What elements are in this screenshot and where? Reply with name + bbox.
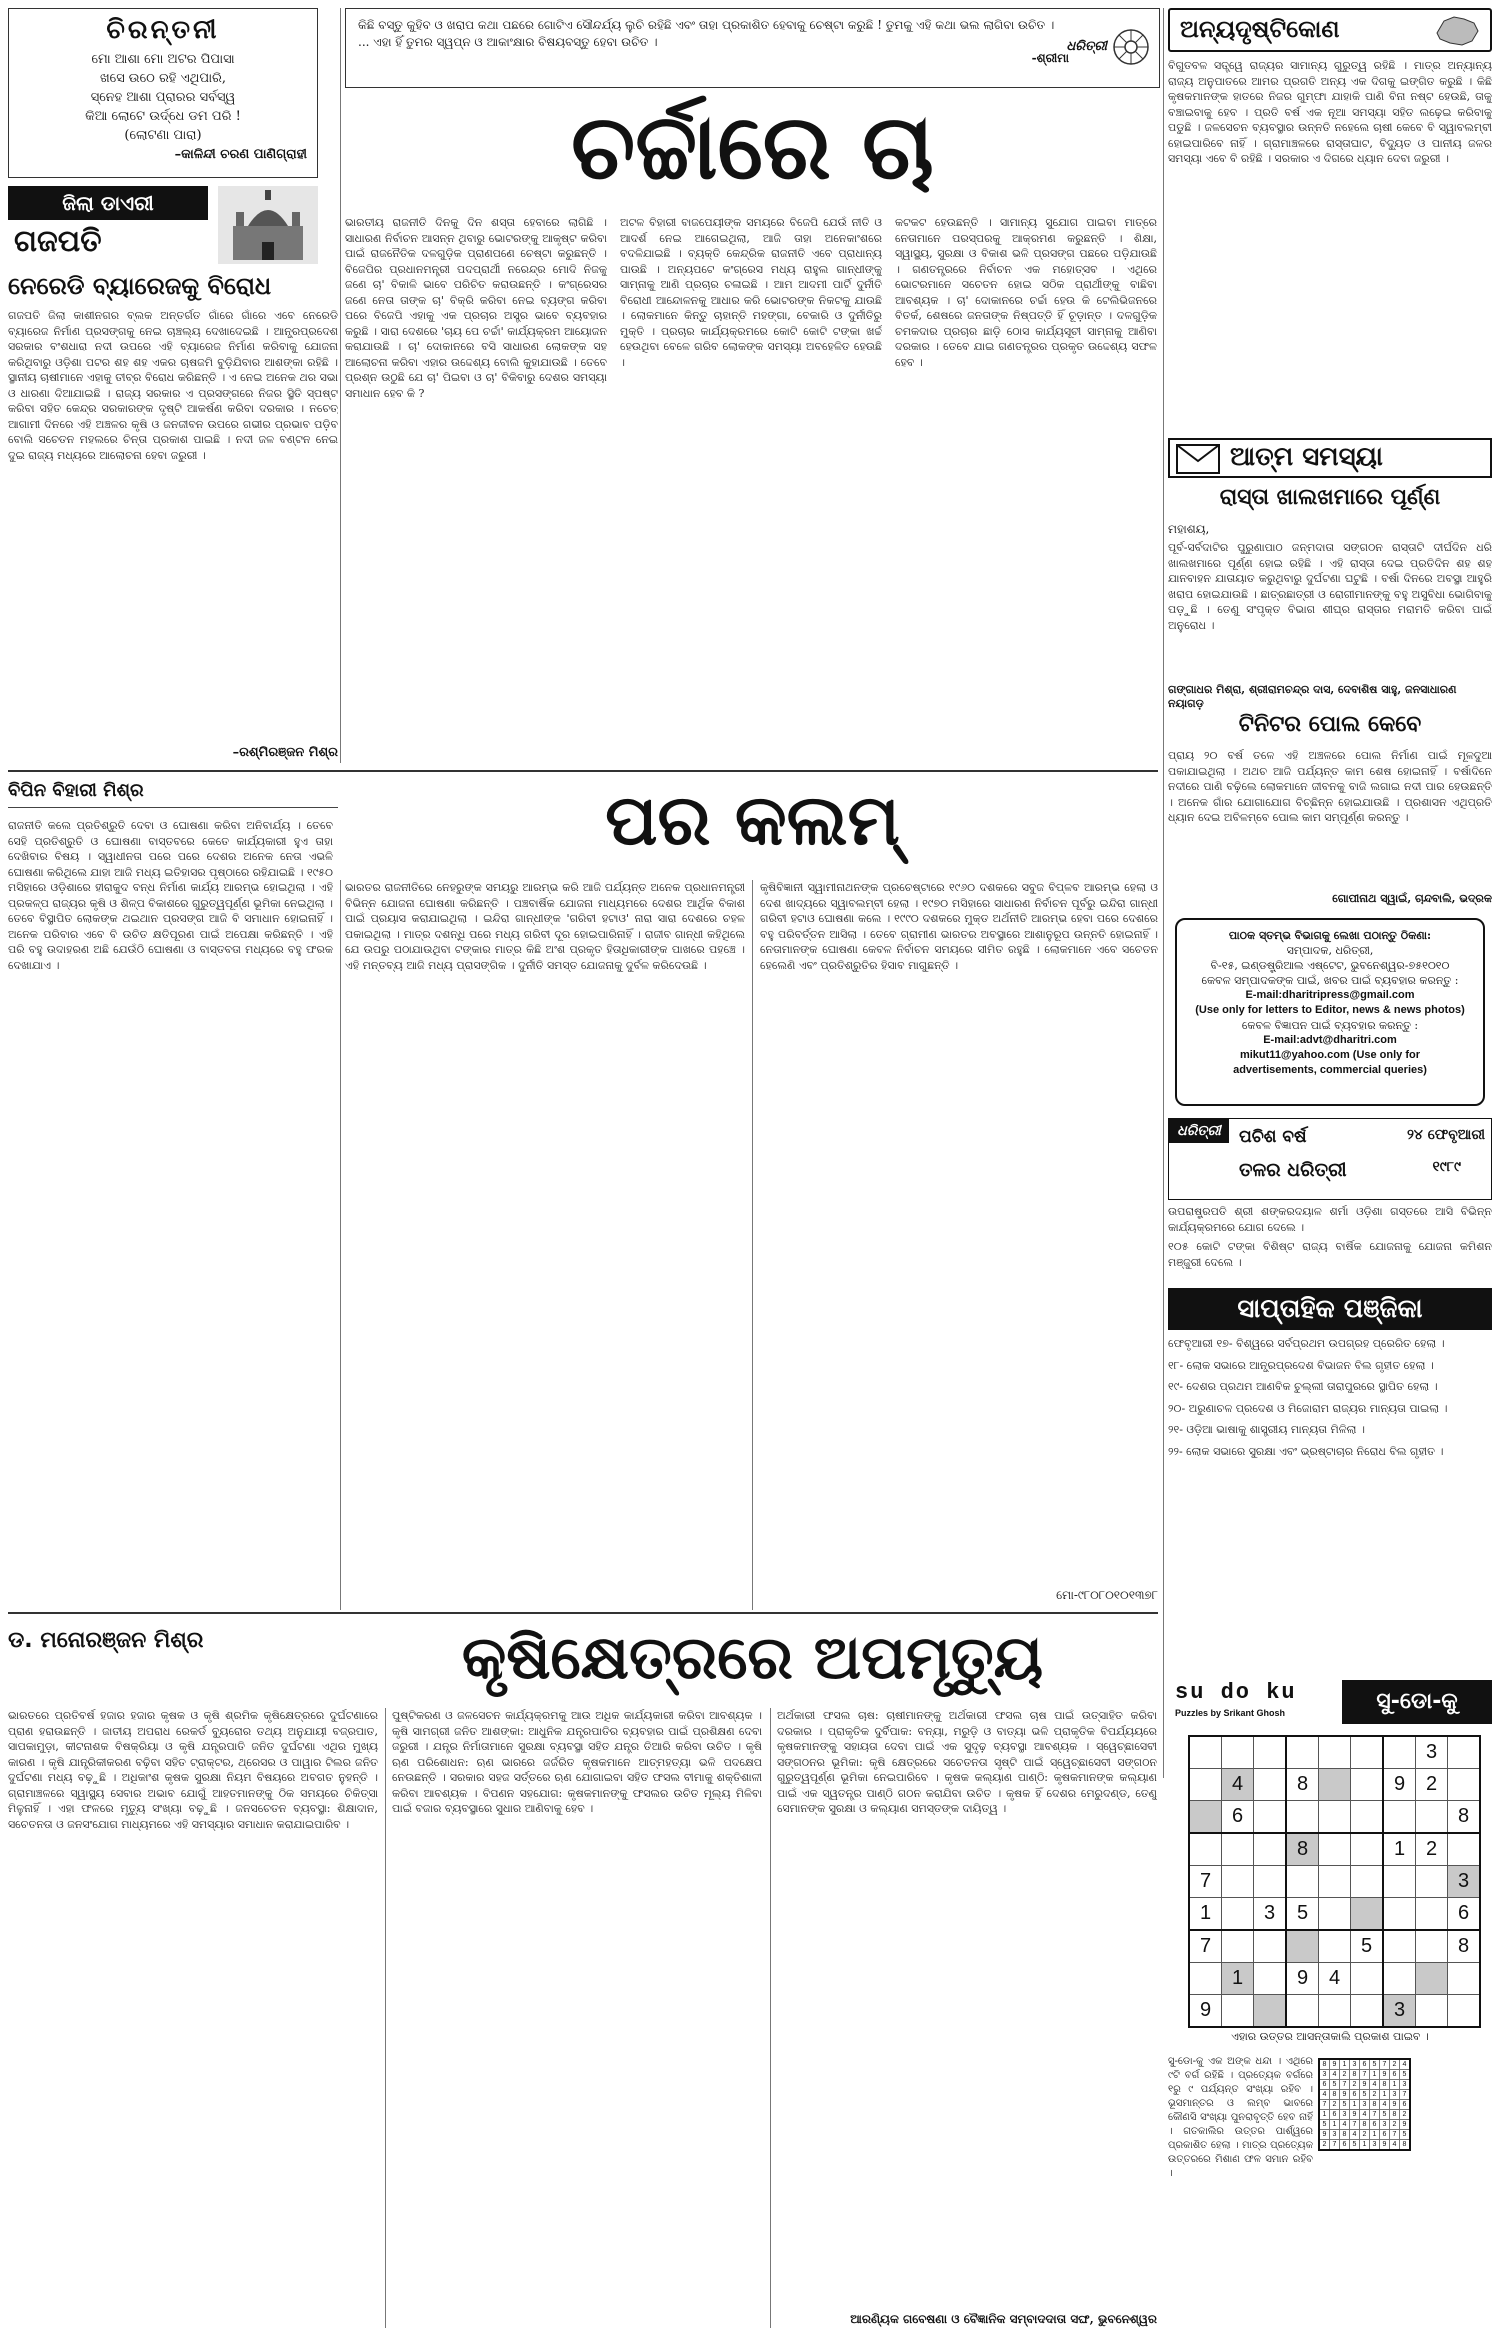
sudoku-cell[interactable]	[1448, 1963, 1481, 1995]
sudoku-cell[interactable]	[1319, 1801, 1351, 1834]
solution-cell: 2	[1390, 2120, 1400, 2130]
saptahik-items	[1168, 1336, 1492, 1666]
sun-emblem-icon	[1111, 27, 1151, 67]
para-kalam-headline: ପର କଲମ୍	[605, 779, 900, 861]
solution-cell: 1	[1380, 2090, 1390, 2100]
contact-email1-note: (Use only for letters to Editor, news & news photos)	[1195, 1004, 1465, 1016]
sudoku-cell[interactable]	[1351, 1801, 1384, 1834]
jilla-diary-label: ଜିଲା ଡାଏରୀ	[8, 186, 208, 220]
contact-email2[interactable]: E-mail:advt@dharitri.com	[1263, 1034, 1397, 1046]
sudoku-cell[interactable]	[1383, 1866, 1416, 1898]
solution-cell: 4	[1380, 2100, 1390, 2110]
solution-cell: 5	[1340, 2100, 1350, 2110]
anyadrushti-header	[1168, 8, 1492, 52]
solution-cell: 1	[1360, 2140, 1370, 2151]
solution-cell: 1	[1340, 2059, 1350, 2070]
sudoku-cell[interactable]	[1222, 1930, 1254, 1963]
solution-cell: 8	[1400, 2140, 1411, 2151]
sudoku-cell[interactable]: 2	[1416, 1833, 1448, 1866]
sudoku-cell[interactable]	[1319, 1898, 1351, 1931]
sudoku-cell[interactable]	[1254, 1866, 1287, 1898]
solution-cell: 9	[1319, 2130, 1330, 2140]
sudoku-header	[1175, 1680, 1492, 1728]
sudoku-cell[interactable]	[1254, 1963, 1287, 1995]
saptahik-item: ଫେବୃଆରୀ ୧୭- ବିଶ୍ୱରେ ସର୍ବପ୍ରଥମ ଉପଗ୍ରହ ପ୍ରେରିତ ହେଲା ।	[1168, 1337, 1445, 1350]
solution-cell: 2	[1350, 2080, 1360, 2090]
atma-samasya-title: ଆତ୍ମ ସମସ୍ୟା	[1230, 442, 1383, 472]
solution-cell: 5	[1400, 2130, 1411, 2140]
contact-box	[1175, 918, 1485, 1106]
sudoku-cell[interactable]	[1254, 1930, 1287, 1963]
solution-cell: 2	[1340, 2070, 1350, 2080]
sudoku-cell[interactable]: 2	[1416, 1769, 1448, 1801]
sudoku-cell[interactable]: 9	[1286, 1963, 1319, 1995]
atma-samasya-header	[1168, 438, 1492, 478]
quote-box	[345, 8, 1160, 88]
contact-line1: ପାଠକ ସ୍ତମ୍ଭ ବିଭାଗକୁ ଲେଖା ପଠାନ୍ତୁ ଠିକଣା:	[1228, 929, 1432, 942]
quote-text: କିଛି ବସ୍ତୁ କୁହିବ ଓ ଖରାପ କଥା ପଛରେ ଗୋଟିଏ ସୌନ୍ଦର୍ଯ୍ୟ ଲୁଚି ରହିଛି ଏବଂ ତାହା ପ୍ରକାଶିତ ହେବାକୁ ଚେଷ୍ଟା କରୁଛି ! ତୁମକୁ ଏହି କଥା ଭଲ ଲାଗିବା ଉଚିତ । ... ଏହା ହିଁ ତୁମର ସ୍ୱପ୍ନ ଓ ଆକାଂକ୍ଷାର ବିଷୟବସ୍ତୁ ହେବା ଉଚିତ ।	[358, 18, 1055, 49]
solution-cell: 8	[1350, 2070, 1360, 2080]
solution-cell: 3	[1380, 2120, 1390, 2130]
solution-cell: 9	[1330, 2059, 1340, 2070]
solution-cell: 7	[1330, 2140, 1340, 2151]
contact-email2-b[interactable]: mikut11@yahoo.com (Use only for	[1239, 1049, 1421, 1061]
poem-line: (ଲୋଟଣା ପାରା)	[124, 128, 202, 143]
envelope-icon	[1176, 444, 1220, 474]
sudoku-cell[interactable]	[1448, 1736, 1481, 1769]
solution-cell: 4	[1350, 2130, 1360, 2140]
sudoku-cell[interactable]: 6	[1448, 1898, 1481, 1931]
sudoku-cell[interactable]	[1254, 1801, 1287, 1834]
archive-item: ୧୦୫ କୋଟି ଟଙ୍କା ବିଶିଷ୍ଟ ରାଜ୍ୟ ବାର୍ଷିକ ଯୋଜନାକୁ ଯୋଜନା କମିଶନ ମଞ୍ଜୁରୀ ଦେଲେ ।	[1168, 1240, 1492, 1269]
sudoku-cell[interactable]: 3	[1448, 1866, 1481, 1898]
sudoku-cell[interactable]	[1286, 1801, 1319, 1834]
sudoku-cell[interactable]	[1222, 1866, 1254, 1898]
contact-line5: କେବଳ ବିଜ୍ଞାପନ ପାଇଁ ବ୍ୟବହାର କରନ୍ତୁ :	[1241, 1019, 1419, 1032]
solution-cell: 7	[1380, 2059, 1390, 2070]
sudoku-cell[interactable]: 4	[1319, 1963, 1351, 1995]
sudoku-cell[interactable]	[1351, 1769, 1384, 1801]
anyadrushti-title: ଅନ୍ୟଦୃଷ୍ଟିକୋଣ	[1180, 15, 1340, 43]
solution-cell: 3	[1340, 2110, 1350, 2120]
solution-cell: 8	[1319, 2059, 1330, 2070]
sudoku-title-or: ସୁ-ଡୋ-କୁ	[1342, 1680, 1492, 1724]
solution-cell: 8	[1380, 2080, 1390, 2090]
sudoku-cell[interactable]	[1319, 1736, 1351, 1769]
saptahik-item: ୧୯- ଦେଶର ପ୍ରଥମ ଆଣବିକ ଚୁଲ୍ଲୀ ତାରାପୁରରେ ସ୍ଥାପିତ ହେଲା ।	[1168, 1380, 1438, 1393]
solution-cell: 4	[1400, 2059, 1411, 2070]
sudoku-cell[interactable]	[1319, 1769, 1351, 1801]
solution-cell: 5	[1370, 2059, 1380, 2070]
sudoku-cell[interactable]	[1383, 1736, 1416, 1769]
solution-cell: 8	[1340, 2130, 1350, 2140]
contact-line3: ବି-୧୫, ଇଣ୍ଡଷ୍ଟ୍ରିଆଲ ଏଷ୍ଟେଟ, ଭୁବନେଶ୍ୱର-୭୫୧୦୧୦	[1210, 959, 1450, 972]
sudoku-cell[interactable]	[1383, 1898, 1416, 1931]
archive-items	[1168, 1204, 1492, 1284]
chirantani-title: ଚିରନ୍ତନୀ	[106, 15, 220, 45]
charcha-col2: ଅଟଳ ବିହାରୀ ବାଜପେୟୀଙ୍କ ସମୟରେ ବିଜେପି ଯେଉଁ ନୀତି ଓ ଆଦର୍ଶ ନେଇ ଆଗେଇଥିଲା, ଆଜି ତାହା ଅନେକାଂଶରେ ବଦଳିଯାଇଛି । ବ୍ୟକ୍ତି କେନ୍ଦ୍ରିକ ରାଜନୀତି ଏବେ ପ୍ରାଧାନ୍ୟ ପାଉଛି । ଅନ୍ୟପଟେ କଂଗ୍ରେସ ମଧ୍ୟ ରାହୁଲ ଗାନ୍ଧୀଙ୍କୁ ସାମ୍ନାକୁ ଆଣି ପ୍ରଚାର ଚଳାଇଛି । ଆମ ଆଦମୀ ପାର୍ଟି ଦୁର୍ନୀତି ବିରୋଧୀ ଆନ୍ଦୋଳନକୁ ଆଧାର କରି ଭୋଟରଙ୍କ ନିକଟକୁ ଯାଉଛି । ଲୋକମାନେ କିନ୍ତୁ ଚାହାନ୍ତି ମହଙ୍ଗା, ବେକାରି ଓ ଦୁର୍ନୀତିରୁ ମୁକ୍ତି । ପ୍ରଚାର କାର୍ଯ୍ୟକ୍ରମରେ କୋଟି କୋଟି ଟଙ୍କା ଖର୍ଚ୍ଚ ହେଉଥିବା ବେଳେ ଗରିବ ଲୋକଙ୍କ ସମସ୍ୟା ଅବହେଳିତ ହେଉଛି ।	[620, 216, 882, 369]
letter1-signatories: ଗଙ୍ଗାଧର ମିଶ୍ରା, ଶ୍ରୀରାମଚନ୍ଦ୍ର ଦାସ, ଦେବାଶିଷ ସାହୁ, ଜନସାଧାରଣ ନୟାଗଡ଼	[1168, 683, 1457, 710]
saptahik-item: ୨୦- ଅରୁଣାଚଳ ପ୍ରଦେଶ ଓ ମିଜୋରାମ ରାଜ୍ୟର ମାନ୍ୟତା ପାଇଲା ।	[1168, 1401, 1448, 1415]
solution-cell: 3	[1390, 2090, 1400, 2100]
sudoku-cell[interactable]	[1254, 1833, 1287, 1866]
sudoku-cell[interactable]	[1351, 1736, 1384, 1769]
solution-cell: 2	[1319, 2140, 1330, 2151]
chirantani-poem	[19, 50, 307, 145]
solution-cell: 8	[1390, 2110, 1400, 2120]
solution-cell: 7	[1350, 2120, 1360, 2130]
archive-tag: ତଳର ଧରିତ୍ରୀ	[1239, 1159, 1347, 1181]
sudoku-cell[interactable]: 8	[1286, 1833, 1319, 1866]
contact-email2-note: advertisements, commercial queries)	[1233, 1064, 1427, 1076]
sudoku-cell[interactable]	[1319, 1930, 1351, 1963]
neredi-author: –ରଶ୍ମିରଞ୍ଜନ ମିଶ୍ର	[232, 745, 338, 760]
sudoku-cell[interactable]	[1416, 1995, 1448, 2028]
charcha-headline: ଚର୍ଚ୍ଚାରେ ଚା	[571, 95, 934, 200]
contact-line2: ସମ୍ପାଦକ, ଧରିତ୍ରୀ,	[1286, 944, 1374, 957]
solution-cell: 3	[1319, 2070, 1330, 2080]
sudoku-cell[interactable]	[1286, 1930, 1319, 1963]
poem-line: ସ୍ନେହ ଆଶା ପ୍ରାରର ସର୍ବସ୍ୱ	[90, 90, 236, 105]
sudoku-cell[interactable]	[1222, 1736, 1254, 1769]
archive-item: ଉପରାଷ୍ଟ୍ରପତି ଶ୍ରୀ ଶଙ୍କରଦୟାଳ ଶର୍ମା ଓଡ଼ିଶା ଗସ୍ତରେ ଆସି ବିଭିନ୍ନ କାର୍ଯ୍ୟକ୍ରମରେ ଯୋଗ ଦେଲେ ।	[1168, 1205, 1492, 1234]
sudoku-cell[interactable]: 5	[1351, 1930, 1384, 1963]
quote-brand: ଧରିତ୍ରୀ	[1066, 39, 1107, 54]
solution-cell: 3	[1330, 2130, 1340, 2140]
solution-cell: 2	[1390, 2059, 1400, 2070]
sudoku-cell[interactable]	[1416, 1801, 1448, 1834]
solution-cell: 6	[1350, 2090, 1360, 2100]
letter1-headline: ରାସ୍ତା ଖାଲଖମାରେ ପୂର୍ଣ୍ଣ	[1219, 485, 1441, 510]
solution-cell: 6	[1330, 2110, 1340, 2120]
archive-years: ପଚିଶ ବର୍ଷ	[1239, 1127, 1307, 1147]
para-kalam-footer: ମୋ-୯୮୦୮୦୧୦୧୩୭୮	[1056, 1588, 1158, 1602]
solution-cell: 2	[1330, 2100, 1340, 2110]
sudoku-cell[interactable]	[1351, 1995, 1384, 2028]
sudoku-solution-wrap	[1318, 2058, 1411, 2151]
letter2-headline: ଟିନିଟର ପୋଲ କେବେ	[1238, 712, 1422, 737]
solution-cell: 1	[1319, 2110, 1330, 2120]
solution-cell: 9	[1380, 2140, 1390, 2151]
sudoku-cell[interactable]	[1189, 1833, 1222, 1866]
solution-cell: 4	[1340, 2120, 1350, 2130]
para-kalam-col2: ଭାରତର ରାଜନୀତିରେ ନେହରୁଙ୍କ ସମୟରୁ ଆରମ୍ଭ କରି ଆଜି ପର୍ଯ୍ୟନ୍ତ ଅନେକ ପ୍ରଧାନମନ୍ତ୍ରୀ ବିଭିନ୍ନ ଯୋଜନା ଘୋଷଣା କରିଛନ୍ତି । ପଞ୍ଚବାର୍ଷିକ ଯୋଜନା ମାଧ୍ୟମରେ ଦେଶର ଆର୍ଥିକ ବିକାଶ ପାଇଁ ପ୍ରୟାସ କରାଯାଇଥିଲା । ଇନ୍ଦିରା ଗାନ୍ଧୀଙ୍କ 'ଗରିବୀ ହଟାଓ' ନାରା ସାରା ଦେଶରେ ଚହଳ ପକାଇଥିଲା । ମାତ୍ର ଦଶନ୍ଧି ପରେ ମଧ୍ୟ ଗରିବୀ ଦୂର ହୋଇପାରିନାହିଁ । ରାଜୀବ ଗାନ୍ଧୀ କହିଥିଲେ ଯେ ଉପରୁ ପଠାଯାଉଥିବା ଟଙ୍କାର ମାତ୍ର କିଛି ଅଂଶ ପ୍ରକୃତ ହିତାଧିକାରୀଙ୍କ ପାଖରେ ପହଞ୍ଚେ । ଏହି ମନ୍ତବ୍ୟ ଆଜି ମଧ୍ୟ ପ୍ରାସଙ୍ଗିକ । ଦୁର୍ନୀତି ସମସ୍ତ ଯୋଜନାକୁ ଦୁର୍ବଳ କରିଦେଉଛି ।	[345, 881, 745, 972]
sudoku-cell[interactable]: 6	[1222, 1801, 1254, 1834]
para-kalam-author: ବିପିନ ବିହାରୀ ମିଶ୍ର	[8, 780, 338, 808]
solution-cell: 7	[1400, 2090, 1411, 2100]
sudoku-cell[interactable]	[1319, 1866, 1351, 1898]
solution-cell: 8	[1330, 2090, 1340, 2100]
solution-cell: 1	[1370, 2070, 1380, 2080]
sudoku-cell[interactable]	[1222, 1898, 1254, 1931]
sudoku-cell[interactable]	[1416, 1930, 1448, 1963]
sudoku-grid-wrap	[1188, 1735, 1481, 2028]
sudoku-cell[interactable]	[1319, 1995, 1351, 2028]
letter1-body: ପୂର୍ବ-ସର୍ବଦାଟିର ପୁରୁଣାପାଠ ଜନ୍ମଦାତା ସଙ୍ଗଠନ ରାସ୍ତାଟି ଦୀର୍ଘଦିନ ଧରି ଖାଲଖମାରେ ପୂର୍ଣ୍ଣ ହୋଇ ରହିଛି । ଏହି ରାସ୍ତା ଦେଇ ପ୍ରତିଦିନ ଶହ ଶହ ଯାନବାହନ ଯାତାୟାତ କରୁଥିବାରୁ ଦୁର୍ଘଟଣା ଘଟୁଛି । ବର୍ଷା ଦିନରେ ଅବସ୍ଥା ଆହୁରି ଖରାପ ହୋଇଯାଉଛି । ଛାତ୍ରଛାତ୍ରୀ ଓ ରୋଗୀମାନଙ୍କୁ ବହୁ ଅସୁବିଧା ଭୋଗିବାକୁ ପଡ଼ୁଛି । ତେଣୁ ସଂପୃକ୍ତ ବିଭାଗ ଶୀଘ୍ର ରାସ୍ତାର ମରାମତି କରିବା ପାଇଁ ଅନୁରୋଧ ।	[1168, 541, 1492, 632]
chirantani-box	[8, 8, 318, 178]
solution-cell: 7	[1390, 2130, 1400, 2140]
solution-cell: 3	[1360, 2100, 1370, 2110]
solution-cell: 7	[1360, 2070, 1370, 2080]
solution-cell: 7	[1319, 2100, 1330, 2110]
contact-line4: କେବଳ ସମ୍ପାଦକଙ୍କ ପାଇଁ, ଖବର ପାଇଁ ବ୍ୟବହାର କରନ୍ତୁ :	[1201, 974, 1459, 987]
solution-cell: 8	[1360, 2120, 1370, 2130]
saptahik-item: ୧୮- ଲୋକ ସଭାରେ ଆନ୍ଧ୍ରପ୍ରଦେଶ ବିଭାଜନ ବିଲ ଗୃହୀତ ହେଲା ।	[1168, 1358, 1434, 1372]
solution-cell: 7	[1370, 2110, 1380, 2120]
neredi-body: ଗଜପତି ଜିଲା କାଶୀନଗର ବ୍ଲକ ଅନ୍ତର୍ଗତ ଗାଁରେ ଗାଁରେ ଏବେ ନେରେଡି ବ୍ୟାରେଜ ନିର୍ମାଣ ପ୍ରସଙ୍ଗକୁ ନେଇ ଚାଞ୍ଚଲ୍ୟ ଦେଖାଦେଇଛି । ଆନ୍ଧ୍ରପ୍ରଦେଶ ସରକାର ବଂଶଧାରା ନଦୀ ଉପରେ ଏହି ବ୍ୟାରେଜ ନିର୍ମାଣ କରିବାକୁ ଯୋଜନା କରିଥିବାରୁ ଓଡ଼ିଶା ପଟର ଶହ ଶହ ଏକର ଚାଷଜମି ବୁଡ଼ିଯିବାର ଆଶଙ୍କା ରହିଛି । ସ୍ଥାନୀୟ ଚାଷୀମାନେ ଏହାକୁ ତୀବ୍ର ବିରୋଧ କରିଛନ୍ତି । ଏ ନେଇ ଅନେକ ଥର ସଭା ଓ ଧାରଣା ଦିଆଯାଇଛି । ରାଜ୍ୟ ସରକାର ଏ ପ୍ରସଙ୍ଗରେ ନିଜର ସ୍ଥିତି ସ୍ପଷ୍ଟ କରିବା ସହିତ କେନ୍ଦ୍ର ସରକାରଙ୍କ ଦୃଷ୍ଟି ଆକର୍ଷଣ କରିବା ଦରକାର । ନଚେତ୍ ଆଗାମୀ ଦିନରେ ଏହି ଅଞ୍ଚଳର କୃଷି ଓ ଜନଜୀବନ ଉପରେ ଗଭୀର ପ୍ରଭାବ ପଡ଼ିବ ବୋଲି ସଚେତନ ମହଲରେ ଚିନ୍ତା ପ୍ରକାଶ ପାଇଛି । ନଦୀ ଜଳ ବଣ୍ଟନ ନେଇ ଦୁଇ ରାଜ୍ୟ ମଧ୍ୟରେ ଆଲୋଚନା ହେବା ଜରୁରୀ ।	[8, 309, 338, 462]
quote-author: -ଶ୍ରୀମା	[1031, 51, 1069, 65]
sudoku-grid	[1188, 1735, 1481, 2028]
sudoku-cell[interactable]: 8	[1448, 1930, 1481, 1963]
chirantani-author: –କାଳିନ୍ଦୀ ଚରଣ ପାଣିଗ୍ରାହୀ	[174, 147, 307, 162]
saptahik-title: ସାପ୍ତାହିକ ପଞ୍ଜିକା	[1168, 1288, 1492, 1330]
saptahik-item: ୨୧- ଓଡ଼ିଆ ଭାଷାକୁ ଶାସ୍ତ୍ରୀୟ ମାନ୍ୟତା ମିଳିଲା ।	[1168, 1423, 1365, 1436]
sudoku-subtitle: Puzzles by Srikant Ghosh	[1175, 1708, 1286, 1718]
letter2-body: ପ୍ରାୟ ୨୦ ବର୍ଷ ତଳେ ଏହି ଅଞ୍ଚଳରେ ପୋଲ ନିର୍ମାଣ ପାଇଁ ମୂଳଦୁଆ ପକାଯାଇଥିଲା । ଅଥଚ ଆଜି ପର୍ଯ୍ୟନ୍ତ କାମ ଶେଷ ହୋଇନାହିଁ । ବର୍ଷାଦିନେ ନଦୀରେ ପାଣି ବଢ଼ିଲେ ଲୋକମାନେ ଜୀବନକୁ ବାଜି ଲଗାଇ ନଦୀ ପାର ହେଉଛନ୍ତି । ଅନେକ ଗାଁର ଯୋଗାଯୋଗ ବିଚ୍ଛିନ୍ନ ହୋଇଯାଉଛି । ପ୍ରଶାସନ ଏଥିପ୍ରତି ଧ୍ୟାନ ଦେଇ ଅବିଳମ୍ବେ ପୋଲ କାମ ସମ୍ପୂର୍ଣ୍ଣ କରନ୍ତୁ ।	[1168, 749, 1492, 824]
solution-cell: 2	[1360, 2130, 1370, 2140]
sudoku-cell[interactable]	[1286, 1736, 1319, 1769]
sudoku-solution	[1318, 2058, 1411, 2151]
anyadrushti-body: ବିଗୁତବଳ ସତ୍ତ୍ୱେ ରାଜ୍ୟର ସାମାନ୍ୟ ଗୁରୁତ୍ୱ ରହିଛି । ମାତ୍ର ଅନ୍ୟାନ୍ୟ ରାଜ୍ୟ ଅନୁପାତରେ ଆମର ପ୍ରଗତି ଅନ୍ୟ ଏକ ଦିଗକୁ ଇଙ୍ଗିତ କରୁଛି । କିଛି କୃଷକମାନଙ୍କ ହାତରେ ନିଜର ଗୁମ୍ଫା ଯାହାକି ପାଣି ବିନା ନଷ୍ଟ ହେଉଛି, ତାକୁ ବଞ୍ଚାଇବାକୁ ହେବ । ପ୍ରତି ବର୍ଷ ଏକ ନୂଆ ସମସ୍ୟା ସହିତ ଲଢ଼େଇ କରିବାକୁ ପଡୁଛି । ଜଳସେଚନ ବ୍ୟବସ୍ଥାର ଉନ୍ନତି ନହେଲେ ଚାଷୀ କେବେ ବି ସ୍ୱାବଲମ୍ବୀ ହୋଇପାରିବେ ନାହିଁ । ଗ୍ରାମାଞ୍ଚଳରେ ରାସ୍ତାଘାଟ, ବିଦ୍ୟୁତ ଓ ପାନୀୟ ଜଳର ସମସ୍ୟା ଏବେ ବି ରହିଛି । ସରକାର ଏ ଦିଗରେ ଧ୍ୟାନ ଦେବା ଜରୁରୀ ।	[1168, 59, 1492, 165]
solution-cell: 9	[1390, 2100, 1400, 2110]
sudoku-cell[interactable]	[1189, 1963, 1222, 1995]
archive-box	[1168, 1118, 1492, 1200]
sudoku-cell[interactable]	[1189, 1801, 1222, 1834]
sudoku-cell[interactable]	[1416, 1963, 1448, 1995]
solution-cell: 3	[1400, 2080, 1411, 2090]
sudoku-cell[interactable]: 1	[1189, 1898, 1222, 1931]
solution-cell: 2	[1370, 2090, 1380, 2100]
solution-cell: 4	[1330, 2070, 1340, 2080]
sudoku-answer-label: ଏହାର ଉତ୍ତର ଆସନ୍ତାକାଲି ପ୍ରକାଶ ପାଇବ ।	[1231, 2030, 1429, 2043]
sudoku-cell[interactable]: 1	[1383, 1833, 1416, 1866]
solution-cell: 9	[1340, 2090, 1350, 2100]
solution-cell: 9	[1400, 2120, 1411, 2130]
sudoku-cell[interactable]	[1222, 1995, 1254, 2028]
krushi-col2: ପୁଷ୍ଟିକରଣ ଓ ଜଳସେଚନ କାର୍ଯ୍ୟକ୍ରମକୁ ଆଉ ଅଧିକ କାର୍ଯ୍ୟକାରୀ କରିବା ଆବଶ୍ୟକ । କୃଷି ସାମଗ୍ରୀ ଜନିତ ଆଶଙ୍କା: ଆଧୁନିକ ଯନ୍ତ୍ରପାତିର ବ୍ୟବହାର ପାଇଁ ପ୍ରଶିକ୍ଷଣ ଦେବା ଜରୁରୀ । ଯନ୍ତ୍ର ନିର୍ମାତାମାନେ ସୁରକ୍ଷା ବ୍ୟବସ୍ଥା ସହିତ ଯନ୍ତ୍ର ତିଆରି କରିବା ଉଚିତ । କୃଷି ଋଣ ପରିଶୋଧନ: ଋଣ ଭାରରେ ଜର୍ଜରିତ କୃଷକମାନେ ଆତ୍ମହତ୍ୟା ଭଳି ପଦକ୍ଷେପ ନେଉଛନ୍ତି । ସରକାର ସହଜ ସର୍ତ୍ତରେ ଋଣ ଯୋଗାଇବା ସହିତ ଫସଲ ବୀମାକୁ ଶକ୍ତିଶାଳୀ କରିବା ଆବଶ୍ୟକ । ବିପଣନ ସହଯୋଗ: କୃଷକମାନଙ୍କୁ ଫସଲର ଉଚିତ ମୂଲ୍ୟ ମିଳିବା ପାଇଁ ବଜାର ବ୍ୟବସ୍ଥାରେ ସୁଧାର ଆଣିବାକୁ ହେବ ।	[392, 1709, 762, 1815]
sudoku-instructions: ସୁ-ଡୋ-କୁ ଏକ ଅଙ୍କ ଧନ୍ଦା । ଏଥିରେ ୯ଟି ବର୍ଗ ରହିଛି । ପ୍ରତ୍ୟେକ ବର୍ଗରେ ୧ରୁ ୯ ପର୍ଯ୍ୟନ୍ତ ସଂଖ୍ୟା ରହିବ । ଭୂସମାନ୍ତର ଓ ଲମ୍ବ ଭାବରେ କୌଣସି ସଂଖ୍ୟା ପୁନରାବୃତ୍ତି ହେବ ନାହିଁ । ଗତକାଲିର ଉତ୍ତର ପାର୍ଶ୍ୱରେ ପ୍ରକାଶିତ ହେଲା । ମାତ୍ର ପ୍ରତ୍ୟେକ ଉତ୍ତରରେ ମିଶାଣ ଫଳ ସମାନ ରହିବ ।	[1168, 2056, 1313, 2179]
sudoku-cell[interactable]	[1286, 1866, 1319, 1898]
sudoku-cell[interactable]	[1319, 1833, 1351, 1866]
solution-cell: 4	[1370, 2080, 1380, 2090]
solution-cell: 6	[1360, 2059, 1370, 2070]
sudoku-cell[interactable]: 5	[1286, 1898, 1319, 1931]
sudoku-cell[interactable]: 3	[1416, 1736, 1448, 1769]
saptahik-item: ୨୨- ଲୋକ ସଭାରେ ସୁରକ୍ଷା ଏବଂ ଭ୍ରଷ୍ଟାଚାର ନିରୋଧ ବିଲ ଗୃହୀତ ।	[1168, 1444, 1444, 1458]
sudoku-cell[interactable]	[1416, 1898, 1448, 1931]
solution-cell: 6	[1370, 2120, 1380, 2130]
solution-cell: 1	[1390, 2080, 1400, 2090]
solution-cell: 6	[1319, 2080, 1330, 2090]
sudoku-cell[interactable]	[1189, 1736, 1222, 1769]
archive-year: ୧୯୮୯	[1432, 1159, 1461, 1175]
para-kalam-col3: କୃଷିବିଜ୍ଞାନୀ ସ୍ୱାମୀନାଥନଙ୍କ ପ୍ରଚେଷ୍ଟାରେ ୧୯୬୦ ଦଶକରେ ସବୁଜ ବିପ୍ଳବ ଆରମ୍ଭ ହେଲା ଓ ଦେଶ ଖାଦ୍ୟରେ ସ୍ୱାବଲମ୍ବୀ ହେଲା । ୧୯୭୦ ମସିହାରେ ସାଧାରଣ ନିର୍ବାଚନ ପୂର୍ବରୁ ଇନ୍ଦିରା ଗାନ୍ଧୀ ଗରିବୀ ହଟାଓ ଘୋଷଣା କଲେ । ୧୯୯୦ ଦଶକରେ ମୁକ୍ତ ଅର୍ଥନୀତି ଆରମ୍ଭ ହେବା ପରେ ଦେଶରେ ବହୁ ପରିବର୍ତ୍ତନ ଆସିଲା । ତେବେ ଗ୍ରାମୀଣ ଭାରତର ଅବସ୍ଥାରେ ଆଶାନୁରୂପ ଉନ୍ନତି ହୋଇନାହିଁ । ନେତାମାନଙ୍କ ଘୋଷଣା କେବଳ ନିର୍ବାଚନ ସମୟରେ ସୀମିତ ରହୁଛି । ଲୋକମାନେ ଏବେ ସଚେତନ ହେଲେଣି ଏବଂ ପ୍ରତିଶ୍ରୁତିର ହିସାବ ମାଗୁଛନ୍ତି ।	[760, 881, 1158, 972]
sudoku-cell[interactable]: 7	[1189, 1866, 1222, 1898]
sudoku-cell[interactable]: 9	[1383, 1769, 1416, 1801]
krushi-footer: ଆରଣ୍ୟିକ ଗବେଷଣା ଓ ବୈଜ୍ଞାନିକ ସମ୍ବାଦଦାତା ସଙ୍ଘ, ଭୁବନେଶ୍ୱର	[850, 2312, 1157, 2326]
sudoku-cell[interactable]	[1416, 1866, 1448, 1898]
jilla-diary-district: ଗଜପତି	[14, 224, 102, 259]
sudoku-cell[interactable]: 3	[1383, 1995, 1416, 2028]
solution-cell: 9	[1380, 2070, 1390, 2080]
contact-email1[interactable]: E-mail:dharitripress@gmail.com	[1245, 989, 1415, 1001]
solution-cell: 7	[1340, 2080, 1350, 2090]
odisha-map-icon	[1432, 13, 1482, 49]
sudoku-cell[interactable]	[1448, 1769, 1481, 1801]
archive-brand: ଧରିତ୍ରୀ	[1169, 1119, 1229, 1143]
solution-cell: 6	[1380, 2130, 1390, 2140]
sudoku-cell[interactable]: 9	[1189, 1995, 1222, 2028]
solution-cell: 6	[1400, 2100, 1411, 2110]
solution-cell: 1	[1330, 2120, 1340, 2130]
sudoku-cell[interactable]	[1254, 1736, 1287, 1769]
solution-cell: 8	[1370, 2100, 1380, 2110]
sudoku-cell[interactable]: 3	[1254, 1898, 1287, 1931]
solution-cell: 6	[1390, 2070, 1400, 2080]
solution-cell: 3	[1350, 2059, 1360, 2070]
para-kalam-col1: ରାଜନୀତି କଲେ ପ୍ରତିଶ୍ରୁତି ଦେବା ଓ ଘୋଷଣା କରିବା ଅନିବାର୍ଯ୍ୟ । ତେବେ ସେହି ପ୍ରତିଶ୍ରୁତି ଓ ଘୋଷଣା ବାସ୍ତବରେ କେତେ କାର୍ଯ୍ୟକାରୀ ହୁଏ ତାହା ଦେଖିବାର ବିଷୟ । ସ୍ୱାଧୀନତା ପରେ ପରେ ଦେଶର ଅନେକ ନେତା ଏଭଳି ଘୋଷଣା କରିଥିଲେ ଯାହା ଆଜି ମଧ୍ୟ ଇତିହାସର ପୃଷ୍ଠାରେ ରହିଯାଇଛି । ୧୯୫୦ ମସିହାରେ ଓଡ଼ିଶାରେ ହୀରାକୁଦ ବନ୍ଧ ନିର୍ମାଣ କାର୍ଯ୍ୟ ଆରମ୍ଭ ହୋଇଥିଲା । ଏହି ପ୍ରକଳ୍ପ ରାଜ୍ୟର କୃଷି ଓ ଶିଳ୍ପ ବିକାଶରେ ଗୁରୁତ୍ୱପୂର୍ଣ୍ଣ ଭୂମିକା ନେଇଥିଲା । ତେବେ ବିସ୍ଥାପିତ ଲୋକଙ୍କ ଥଇଥାନ ପ୍ରସଙ୍ଗ ଆଜି ବି ସମାଧାନ ହୋଇନାହିଁ । ଅନେକ ପରିବାର ଏବେ ବି ଉଚିତ କ୍ଷତିପୂରଣ ପାଇଁ ଅପେକ୍ଷା କରିଛନ୍ତି । ଏହି ପରି ବହୁ ଉଦାହରଣ ଅଛି ଯେଉଁଠି ଘୋଷଣା ଓ ବାସ୍ତବତା ମଧ୍ୟରେ ବହୁ ଫରକ ଦେଖାଯାଏ ।	[8, 819, 333, 972]
solution-cell: 5	[1380, 2110, 1390, 2120]
poem-line: ମୋ ଆଶା ମୋ ଅଟର ପିପାସା	[91, 52, 235, 67]
neredi-headline: ନେରେଡି ବ୍ୟାରେଜକୁ ବିରୋଧ	[8, 272, 272, 300]
temple-icon	[218, 186, 318, 264]
sudoku-cell[interactable]	[1351, 1833, 1384, 1866]
charcha-col3: କଟକଟ ହେଉଛନ୍ତି । ସାମାନ୍ୟ ସୁଯୋଗ ପାଇବା ମାତ୍ରେ ନେତାମାନେ ପରସ୍ପରକୁ ଆକ୍ରମଣ କରୁଛନ୍ତି । ଶିକ୍ଷା, ସ୍ୱାସ୍ଥ୍ୟ, ସୁରକ୍ଷା ଓ ବିକାଶ ଭଳି ପ୍ରସଙ୍ଗ ପଛରେ ପଡ଼ିଯାଉଛି । ଗଣତନ୍ତ୍ରରେ ନିର୍ବାଚନ ଏକ ମହୋତ୍ସବ । ଏଥିରେ ଭୋଟରମାନେ ସଚେତନ ହୋଇ ସଠିକ ପ୍ରାର୍ଥୀଙ୍କୁ ବାଛିବା ଆବଶ୍ୟକ । ଚା' ଦୋକାନରେ ଚର୍ଚ୍ଚା ହେଉ କି ଟେଲିଭିଜନରେ ବିତର୍କ, ଶେଷରେ ଜନତାଙ୍କ ନିଷ୍ପତ୍ତି ହିଁ ଚୂଡ଼ାନ୍ତ । ଦଳଗୁଡ଼ିକ ଚମକଦାର ପ୍ରଚାର ଛାଡ଼ି ଠୋସ କାର୍ଯ୍ୟସୂଚୀ ସାମ୍ନାକୁ ଆଣିବା ଦରକାର । ତେବେ ଯାଇ ଗଣତନ୍ତ୍ରର ପ୍ରକୃତ ଉଦ୍ଦେଶ୍ୟ ସଫଳ ହେବ ।	[895, 216, 1157, 369]
charcha-col1: ଭାରତୀୟ ରାଜନୀତି ଦିନକୁ ଦିନ ଶସ୍ତା ହେବାରେ ଲାଗିଛି । ସାଧାରଣ ନିର୍ବାଚନ ଆସନ୍ନ ଥିବାରୁ ଭୋଟରଙ୍କୁ ଆକୃଷ୍ଟ କରିବା ପାଇଁ ରାଜନୈତିକ ଦଳଗୁଡ଼ିକ ପ୍ରାଣପଣେ ଚେଷ୍ଟା କରୁଛନ୍ତି । ବିଜେପିର ପ୍ରଧାନମନ୍ତ୍ରୀ ପଦପ୍ରାର୍ଥୀ ନରେନ୍ଦ୍ର ମୋଦି ନିଜକୁ ଜଣେ ଚା' ବିକାଳି ଭାବେ ପରିଚିତ କରାଉଛନ୍ତି । କଂଗ୍ରେସର ଜଣେ ନେତା ତାଙ୍କ ଚା' ବିକ୍ରି କରିବା ନେଇ ବ୍ୟଙ୍ଗ କରିବା ପରେ ବିଜେପି ଏହାକୁ ଏକ ପ୍ରଚାର ଅସ୍ତ୍ର ଭାବେ ବ୍ୟବହାର କରୁଛି । ସାରା ଦେଶରେ 'ଚାୟ ପେ ଚର୍ଚ୍ଚା' କାର୍ଯ୍ୟକ୍ରମ ଆୟୋଜନ କରାଯାଉଛି । ଚା' ଦୋକାନରେ ବସି ସାଧାରଣ ଲୋକଙ୍କ ସହ ଆଲୋଚନା କରିବା ଏହାର ଉଦ୍ଦେଶ୍ୟ ବୋଲି କୁହାଯାଉଛି । ତେବେ ପ୍ରଶ୍ନ ଉଠୁଛି ଯେ ଚା' ପିଇବା ଓ ଚା' ବିକିବାରୁ ଦେଶର ସମସ୍ୟା ସମାଧାନ ହେବ କି ?	[345, 216, 607, 400]
sudoku-cell[interactable]	[1448, 1833, 1481, 1866]
jilla-diary-header	[8, 186, 318, 266]
sudoku-cell[interactable]	[1189, 1769, 1222, 1801]
krushi-col1: ଭାରତରେ ପ୍ରତିବର୍ଷ ହଜାର ହଜାର କୃଷକ ଓ କୃଷି ଶ୍ରମିକ କୃଷିକ୍ଷେତ୍ରରେ ଦୁର୍ଘଟଣାରେ ପ୍ରାଣ ହରାଉଛନ୍ତି । ଜାତୀୟ ଅପରାଧ ରେକର୍ଡ ବ୍ୟୁରୋର ତଥ୍ୟ ଅନୁଯାୟୀ ବଜ୍ରପାତ, ସାପକାମୁଡ଼ା, କୀଟନାଶକ ବିଷକ୍ରିୟା ଓ କୃଷି ଯନ୍ତ୍ରପାତି ଜନିତ ଦୁର୍ଘଟଣା ଏଥିର ମୁଖ୍ୟ କାରଣ । କୃଷି ଯାନ୍ତ୍ରିକୀକରଣ ବଢ଼ିବା ସହିତ ଟ୍ରାକ୍ଟର, ଥ୍ରେସର ଓ ପାୱାର ଟିଲର ଜନିତ ଦୁର୍ଘଟଣା ମଧ୍ୟ ବଢ଼ୁଛି । ଅଧିକାଂଶ କୃଷକ ସୁରକ୍ଷା ନିୟମ ବିଷୟରେ ଅବଗତ ନୁହନ୍ତି । ଗ୍ରାମାଞ୍ଚଳରେ ସ୍ୱାସ୍ଥ୍ୟ ସେବାର ଅଭାବ ଯୋଗୁଁ ଆହତମାନଙ୍କୁ ଠିକ ସମୟରେ ଚିକିତ୍ସା ମିଳୁନାହିଁ । ଏହା ଫଳରେ ମୃତ୍ୟୁ ସଂଖ୍ୟା ବଢ଼ୁଛି । ଜନସଚେତନ ବ୍ୟବସ୍ଥା: ଶିକ୍ଷାଦାନ, ସଚେତନତା ଓ ଜନସଂଯୋଗ ମାଧ୍ୟମରେ ଏହି ସମସ୍ୟାର ସମାଧାନ କରାଯାଇପାରିବ ।	[8, 1709, 378, 1831]
poem-line: କିଆ ଲୋଟେ ଉର୍ଦ୍ଧେ ଡମ ପରି !	[85, 109, 241, 124]
sudoku-cell[interactable]	[1254, 1769, 1287, 1801]
sudoku-cell[interactable]	[1383, 1801, 1416, 1834]
sudoku-cell[interactable]: 8	[1286, 1769, 1319, 1801]
sudoku-cell[interactable]	[1351, 1898, 1384, 1931]
poem-line: ଖସେ ଉଠେ ରହି ଏଥିପାରି,	[99, 71, 227, 86]
solution-cell: 1	[1350, 2100, 1360, 2110]
krushi-headline: କୃଷିକ୍ଷେତ୍ରରେ ଅପମୃତ୍ୟୁ	[461, 1623, 1044, 1693]
sudoku-cell[interactable]: 7	[1189, 1930, 1222, 1963]
sudoku-cell[interactable]: 8	[1448, 1801, 1481, 1834]
solution-cell: 1	[1370, 2130, 1380, 2140]
archive-date: ୨୪ ଫେବୃଆରୀ	[1406, 1127, 1485, 1143]
krushi-author: ଡ. ମନୋରଞ୍ଜନ ମିଶ୍ର	[8, 1628, 204, 1653]
solution-cell: 5	[1330, 2080, 1340, 2090]
solution-cell: 5	[1350, 2140, 1360, 2151]
solution-cell: 2	[1400, 2110, 1411, 2120]
solution-cell: 4	[1319, 2090, 1330, 2100]
solution-cell: 3	[1370, 2140, 1380, 2151]
solution-cell: 9	[1360, 2080, 1370, 2090]
solution-cell: 5	[1319, 2120, 1330, 2130]
sudoku-cell[interactable]	[1383, 1930, 1416, 1963]
solution-cell: 5	[1360, 2090, 1370, 2100]
sudoku-cell[interactable]	[1351, 1866, 1384, 1898]
sudoku-cell[interactable]	[1222, 1833, 1254, 1866]
sudoku-cell[interactable]	[1351, 1963, 1384, 1995]
solution-cell: 5	[1400, 2070, 1411, 2080]
sudoku-cell[interactable]: 4	[1222, 1769, 1254, 1801]
sudoku-cell[interactable]	[1286, 1995, 1319, 2028]
letter1-salutation: ମହାଶୟ,	[1168, 522, 1210, 536]
sudoku-cell[interactable]	[1448, 1995, 1481, 2028]
solution-cell: 9	[1350, 2110, 1360, 2120]
solution-cell: 4	[1360, 2110, 1370, 2120]
sudoku-title-en: su do ku	[1175, 1680, 1297, 1705]
solution-cell: 6	[1340, 2140, 1350, 2151]
sudoku-cell[interactable]	[1254, 1995, 1287, 2028]
krushi-col3: ଅର୍ଥକାରୀ ଫସଲ ଚାଷ: ଚାଷୀମାନଙ୍କୁ ଅର୍ଥକାରୀ ଫସଲ ଚାଷ ପାଇଁ ଉତ୍ସାହିତ କରିବା ଦରକାର । ପ୍ରାକୃତିକ ଦୁର୍ବିପାକ: ବନ୍ୟା, ମରୁଡ଼ି ଓ ବାତ୍ୟା ଭଳି ପ୍ରାକୃତିକ ବିପର୍ଯ୍ୟୟରେ କୃଷକମାନଙ୍କୁ ସହାୟତା ଦେବା ପାଇଁ ଏକ ସୁଦୃଢ଼ ବ୍ୟବସ୍ଥା ଆବଶ୍ୟକ । ସ୍ୱେଚ୍ଛାସେବୀ ସଙ୍ଗଠନର ଭୂମିକା: କୃଷି କ୍ଷେତ୍ରରେ ସଚେତନତା ସୃଷ୍ଟି ପାଇଁ ସ୍ୱେଚ୍ଛାସେବୀ ସଙ୍ଗଠନ ଗୁରୁତ୍ୱପୂର୍ଣ୍ଣ ଭୂମିକା ନେଇପାରିବେ । କୃଷକ କଲ୍ୟାଣ ପାଣ୍ଠି: କୃଷକମାନଙ୍କ କଲ୍ୟାଣ ପାଇଁ ଏକ ସ୍ୱତନ୍ତ୍ର ପାଣ୍ଠି ଗଠନ କରାଯିବା ଉଚିତ । କୃଷକ ହିଁ ଦେଶର ମେରୁଦଣ୍ଡ, ତେଣୁ ସେମାନଙ୍କ ସୁରକ୍ଷା ଓ କଲ୍ୟାଣ ସମସ୍ତଙ୍କ ଦାୟିତ୍ୱ ।	[777, 1709, 1157, 1815]
sudoku-cell[interactable]: 1	[1222, 1963, 1254, 1995]
letter2-signatories: ଗୋପୀନାଥ ସ୍ୱାଇଁ, ଚାନ୍ଦବାଲି, ଭଦ୍ରକ	[1332, 892, 1492, 905]
sudoku-cell[interactable]	[1383, 1963, 1416, 1995]
solution-cell: 4	[1390, 2140, 1400, 2151]
